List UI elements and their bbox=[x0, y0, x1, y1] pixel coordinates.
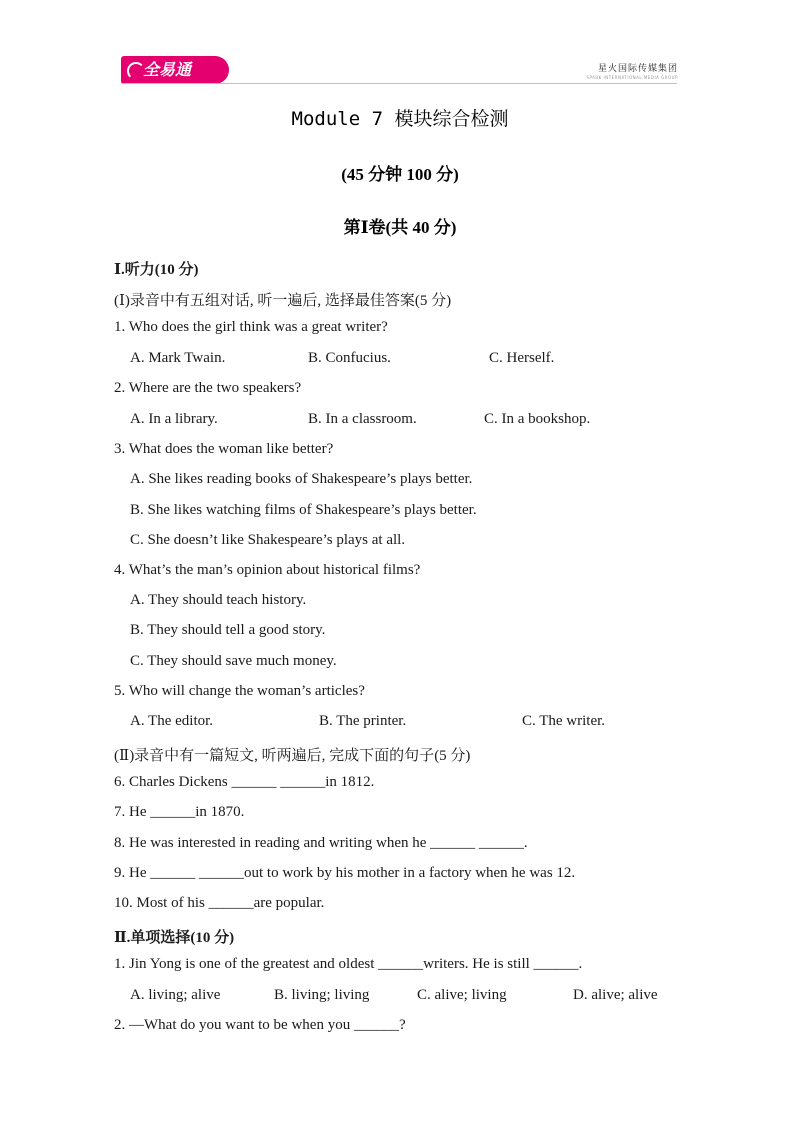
choice-q1-option-c: C. alive; living bbox=[417, 987, 507, 1003]
choice-q1-option-b: B. living; living bbox=[274, 987, 370, 1003]
q4-option-a: A. They should teach history. bbox=[130, 592, 307, 608]
q1-option-b: B. Confucius. bbox=[308, 350, 391, 366]
q1-option-c: C. Herself. bbox=[489, 350, 555, 366]
publisher-name bbox=[586, 61, 678, 80]
q5-option-c: C. The writer. bbox=[522, 713, 606, 729]
section-listening-heading: Ⅰ.听力(10 分) bbox=[114, 262, 199, 278]
q3-option-b: B. She likes watching films of Shakespeare’s plays better. bbox=[130, 502, 477, 518]
question-5: 5. Who will change the woman’s articles? bbox=[114, 683, 365, 699]
page-header bbox=[0, 0, 800, 90]
logo-text: 全易通 bbox=[143, 60, 192, 79]
choice-question-2: 2. —What do you want to be when you ______? bbox=[114, 1017, 406, 1033]
q5-option-b: B. The printer. bbox=[319, 713, 407, 729]
question-4: 4. What’s the man’s opinion about historical films? bbox=[114, 562, 421, 578]
question-8: 8. He was interested in reading and writing when he ______ ______. bbox=[114, 835, 528, 851]
q2-option-a: A. In a library. bbox=[130, 411, 218, 427]
exam-duration: (45 分钟 100 分) bbox=[341, 165, 459, 184]
choice-q1-option-d: D. alive; alive bbox=[573, 987, 658, 1003]
choice-q1-option-a: A. living; alive bbox=[130, 987, 221, 1003]
question-7: 7. He ______in 1870. bbox=[114, 804, 245, 820]
listening-part2-instruction: (Ⅱ)录音中有一篇短文, 听两遍后, 完成下面的句子(5 分) bbox=[114, 748, 471, 764]
section-choice-heading: Ⅱ.单项选择(10 分) bbox=[114, 930, 235, 946]
page-title: Module 7 模块综合检测 bbox=[291, 108, 509, 130]
q5-option-a: A. The editor. bbox=[130, 713, 214, 729]
question-1: 1. Who does the girl think was a great writer? bbox=[114, 319, 388, 335]
header-divider bbox=[121, 83, 677, 84]
q4-option-c: C. They should save much money. bbox=[130, 653, 337, 669]
question-9: 9. He ______ ______out to work by his mother in a factory when he was 12. bbox=[114, 865, 576, 881]
q4-option-b: B. They should tell a good story. bbox=[130, 622, 326, 638]
question-6: 6. Charles Dickens ______ ______in 1812. bbox=[114, 774, 375, 790]
q3-option-a: A. She likes reading books of Shakespeare’s plays better. bbox=[130, 471, 473, 487]
question-3: 3. What does the woman like better? bbox=[114, 441, 334, 457]
listening-part1-instruction: (Ⅰ)录音中有五组对话, 听一遍后, 选择最佳答案(5 分) bbox=[114, 293, 452, 309]
logo-swoosh-icon bbox=[127, 62, 145, 80]
choice-question-1: 1. Jin Yong is one of the greatest and oldest ______writers. He is still ______. bbox=[114, 956, 583, 972]
q1-option-a: A. Mark Twain. bbox=[130, 350, 226, 366]
publisher-label: 星火国际传媒集团 bbox=[597, 64, 678, 74]
q3-option-c: C. She doesn’t like Shakespeare’s plays at all. bbox=[130, 532, 406, 548]
q2-option-b: B. In a classroom. bbox=[308, 411, 417, 427]
volume-heading: 第Ⅰ卷(共 40 分) bbox=[343, 218, 457, 237]
q2-option-c: C. In a bookshop. bbox=[484, 411, 591, 427]
question-2: 2. Where are the two speakers? bbox=[114, 380, 302, 396]
question-10: 10. Most of his ______are popular. bbox=[114, 895, 325, 911]
brand-logo bbox=[121, 56, 229, 84]
publisher-subtitle: SPARK INTERNATIONAL MEDIA GROUP bbox=[586, 75, 678, 80]
